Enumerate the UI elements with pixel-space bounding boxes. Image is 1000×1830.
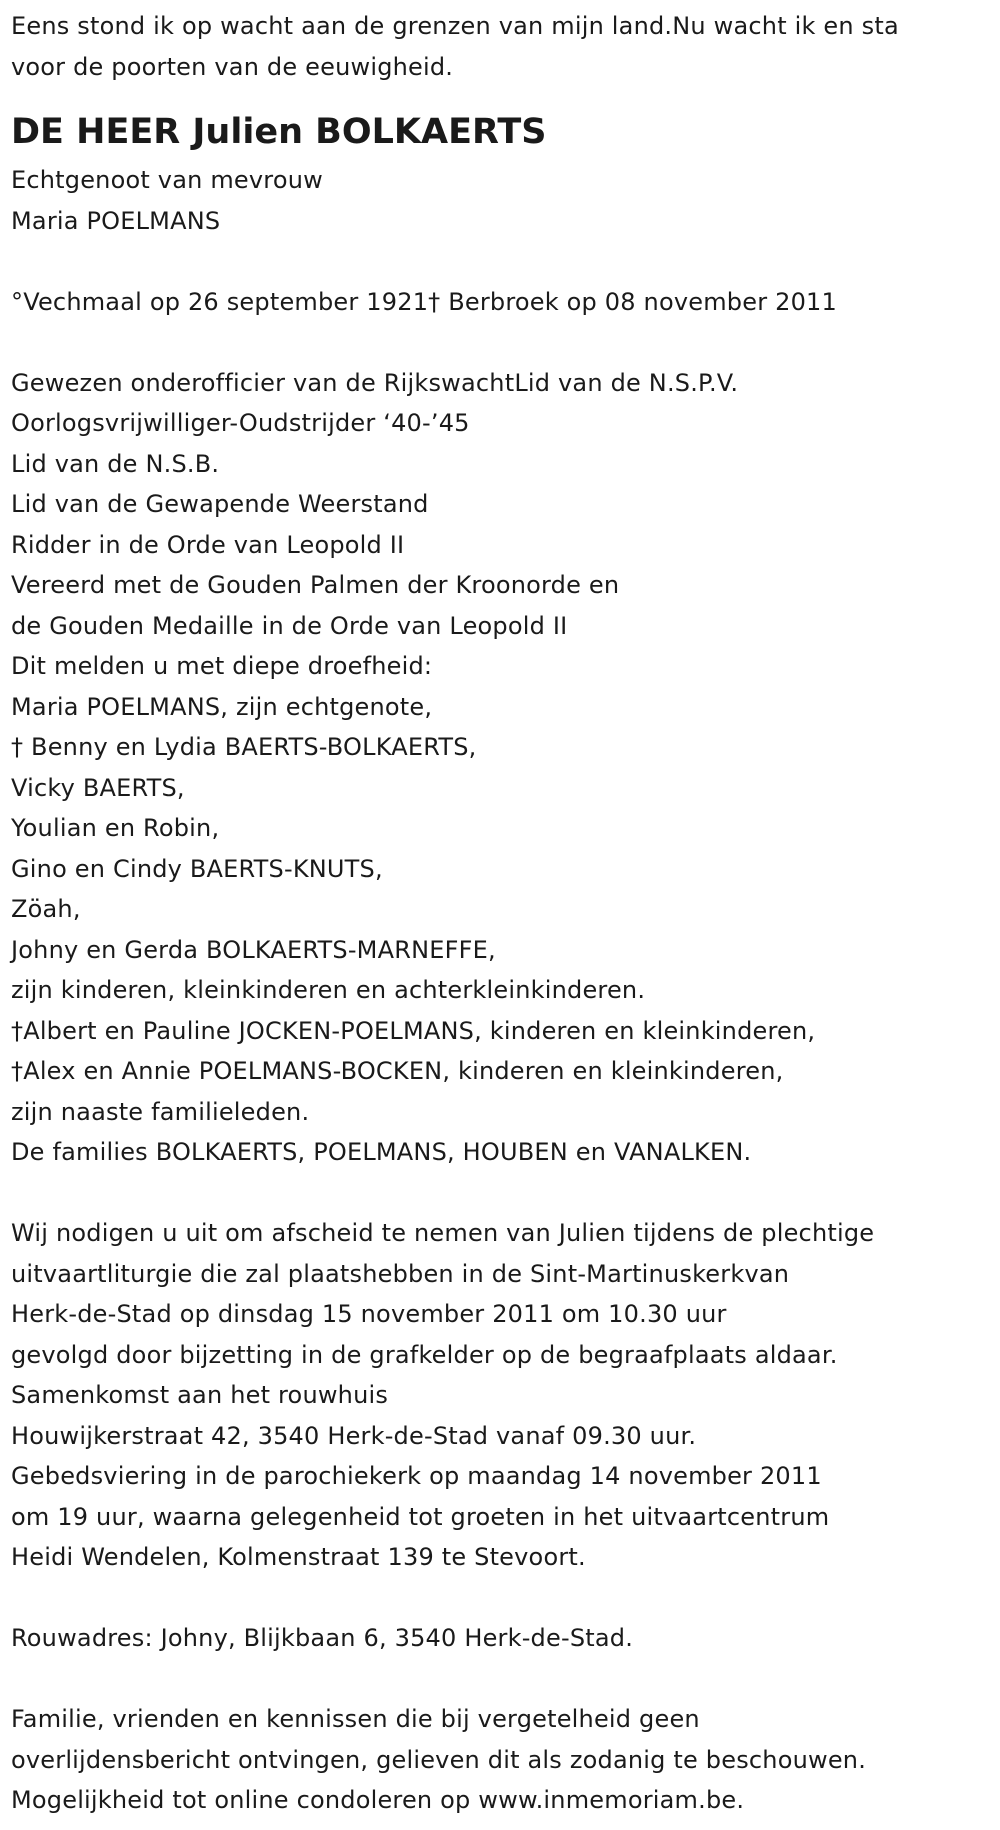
- body-line: Gewezen onderofficier van de RijkswachtLid van de N.S.P.V.: [11, 368, 739, 397]
- closing-line: overlijdensbericht ontvingen, gelieven dit als zodanig te beschouwen.: [11, 1745, 867, 1774]
- obituary-document: [11, 6, 996, 1821]
- closing-line: Mogelijkheid tot online condoleren op www.inmemoriam.be.: [11, 1786, 745, 1814]
- body-line: Vicky BAERTS,: [11, 773, 185, 802]
- ceremony-line: Wij nodigen u uit om afscheid te nemen van Julien tijdens de plechtige: [11, 1219, 875, 1247]
- spacer: [11, 322, 996, 363]
- announcement-body: [11, 363, 996, 1173]
- body-line: Dit melden u met diepe droefheid:: [11, 652, 433, 680]
- spacer: [11, 241, 996, 282]
- body-line: Ridder in de Orde van Leopold II: [11, 530, 405, 559]
- intro-verse: [11, 6, 996, 87]
- ceremony-line: Gebedsviering in de parochiekerk op maandag 14 november 2011: [11, 1462, 822, 1490]
- ceremony-line: Herk-de-Stad op dinsdag 15 november 2011 om 10.30 uur: [11, 1300, 727, 1328]
- ceremony-details: [11, 1213, 996, 1578]
- spouse-line: Echtgenoot van mevrouw: [11, 166, 323, 194]
- body-line: Johny en Gerda BOLKAERTS-MARNEFFE,: [11, 935, 496, 964]
- closing-notice: [11, 1699, 996, 1821]
- intro-line: Eens stond ik op wacht aan de grenzen van mijn land.Nu wacht ik en sta: [11, 12, 899, 40]
- body-line: zijn naaste familieleden.: [11, 1097, 310, 1126]
- spacer: [11, 1578, 996, 1619]
- ceremony-line: Houwijkerstraat 42, 3540 Herk-de-Stad vanaf 09.30 uur.: [11, 1421, 697, 1450]
- mourning-address: Rouwadres: Johny, Blijkbaan 6, 3540 Herk-de-Stad.: [11, 1624, 634, 1652]
- body-line: Lid van de Gewapende Weerstand: [11, 490, 429, 518]
- body-line: Maria POELMANS, zijn echtgenote,: [11, 692, 433, 721]
- body-line: Gino en Cindy BAERTS-KNUTS,: [11, 854, 383, 883]
- body-line: Lid van de N.S.B.: [11, 449, 220, 478]
- spacer: [11, 1173, 996, 1214]
- body-line: Zöah,: [11, 895, 81, 923]
- body-line: De families BOLKAERTS, POELMANS, HOUBEN en VANALKEN.: [11, 1138, 752, 1166]
- ceremony-line: Heidi Wendelen, Kolmenstraat 139 te Stevoort.: [11, 1543, 586, 1571]
- closing-line: Familie, vrienden en kennissen die bij vergetelheid geen: [11, 1705, 700, 1733]
- ceremony-line: uitvaartliturgie die zal plaatshebben in de Sint-Martinuskerkvan: [11, 1259, 790, 1288]
- ceremony-line: om 19 uur, waarna gelegenheid tot groeten in het uitvaartcentrum: [11, 1502, 830, 1531]
- body-line: de Gouden Medaille in de Orde van Leopold II: [11, 611, 568, 640]
- spouse-block: [11, 160, 996, 241]
- body-line: Youlian en Robin,: [11, 814, 220, 842]
- intro-line: voor de poorten van de eeuwigheid.: [11, 52, 454, 81]
- body-line: Oorlogsvrijwilliger-Oudstrijder ‘40-’45: [11, 409, 470, 437]
- deceased-name-heading: DE HEER Julien BOLKAERTS: [11, 112, 547, 152]
- ceremony-line: gevolgd door bijzetting in de grafkelder op de begraafplaats aldaar.: [11, 1340, 838, 1369]
- ceremony-line: Samenkomst aan het rouwhuis: [11, 1381, 389, 1409]
- spouse-line: Maria POELMANS: [11, 206, 221, 235]
- body-line: †Albert en Pauline JOCKEN-POELMANS, kinderen en kleinkinderen,: [11, 1016, 816, 1045]
- birth-death-dates: °Vechmaal op 26 september 1921† Berbroek op 08 november 2011: [11, 287, 837, 316]
- body-line: † Benny en Lydia BAERTS-BOLKAERTS,: [11, 733, 477, 761]
- body-line: †Alex en Annie POELMANS-BOCKEN, kinderen en kleinkinderen,: [11, 1057, 784, 1085]
- body-line: zijn kinderen, kleinkinderen en achterkleinkinderen.: [11, 976, 646, 1004]
- spacer: [11, 1659, 996, 1700]
- body-line: Vereerd met de Gouden Palmen der Kroonorde en: [11, 571, 620, 599]
